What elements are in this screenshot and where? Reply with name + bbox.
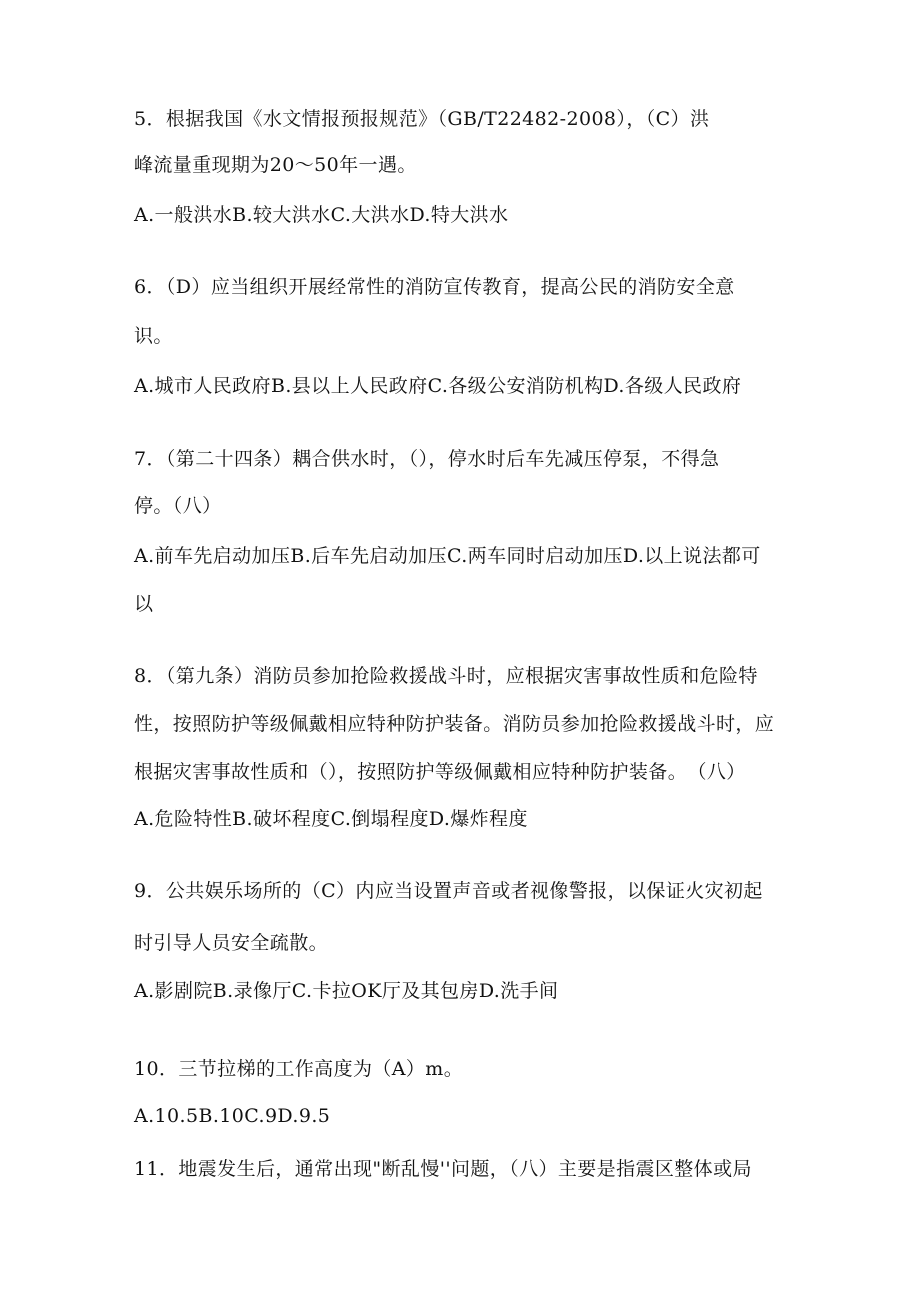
- question-10-options: A.10.5B.10C.9D.9.5: [134, 1105, 331, 1127]
- question-7-text-line-1: 7．（第二十四条）耦合供水时，（），停水时后车先减压停泵，不得急: [134, 448, 720, 470]
- question-7-options-line-2: 以: [134, 593, 154, 615]
- question-9-text-line-1: 9．公共娱乐场所的（C）内应当设置声音或者视像警报，以保证火灾初起: [134, 880, 763, 902]
- question-7-options-line-1: A.前车先启动加压B.后车先启动加压C.两车同时启动加压D.以上说法都可: [134, 545, 761, 567]
- question-7-text-line-2: 停。（八）: [134, 495, 222, 517]
- question-8-text-line-2: 性，按照防护等级佩戴相应特种防护装备。消防员参加抢险救援战斗时，应: [134, 713, 775, 735]
- question-6-text-line-1: 6．（D）应当组织开展经常性的消防宣传教育，提高公民的消防安全意: [134, 276, 735, 298]
- question-6-text-line-2: 识。: [134, 325, 173, 347]
- question-8-options: A.危险特性B.破坏程度C.倒塌程度D.爆炸程度: [134, 808, 528, 830]
- question-9-text-line-2: 时引导人员安全疏散。: [134, 932, 329, 954]
- question-8-text-line-1: 8．（第九条）消防员参加抢险救援战斗时，应根据灾害事故性质和危险特: [134, 665, 758, 687]
- question-5-text-line-1: 5．根据我国《水文情报预报规范》（GB/T22482-2008），（C）洪: [134, 108, 710, 130]
- question-6-options: A.城市人民政府B.县以上人民政府C.各级公安消防机构D.各级人民政府: [134, 375, 742, 397]
- question-10-text-line-1: 10．三节拉梯的工作高度为（A）m。: [134, 1058, 464, 1080]
- question-8-text-line-3: 根据灾害事故性质和（），按照防护等级佩戴相应特种防护装备。 （八）: [134, 761, 746, 783]
- question-11-text-line-1: 11．地震发生后，通常出现"断乱慢''问题，（八）主要是指震区整体或局: [134, 1158, 752, 1180]
- question-5-options: A.一般洪水B.较大洪水C.大洪水D.特大洪水: [134, 204, 509, 226]
- question-5-text-line-2: 峰流量重现期为20～50年一遇。: [134, 154, 417, 176]
- question-9-options: A.影剧院B.录像厅C.卡拉OK厅及其包房D.洗手间: [134, 980, 559, 1002]
